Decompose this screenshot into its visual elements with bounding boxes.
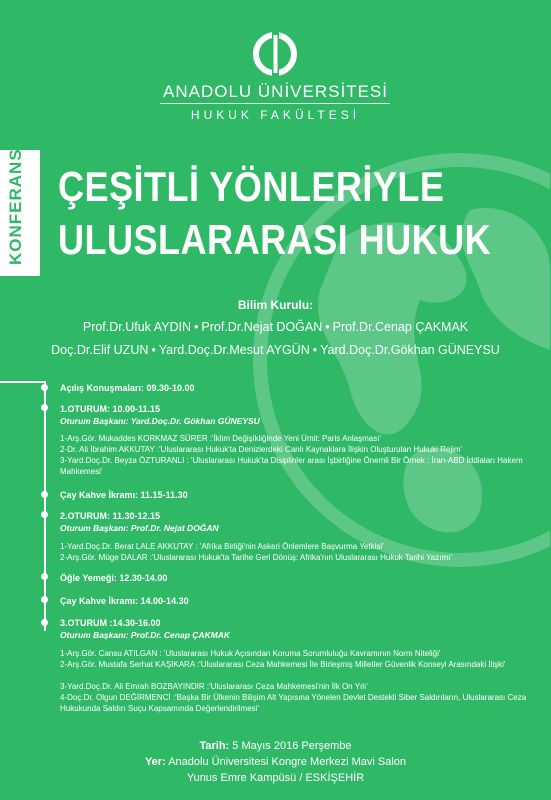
program-opening: Açılış Konuşmaları: 09.30-10.00: [60, 383, 195, 393]
date-label: Tarih:: [199, 740, 230, 752]
committee-member: Prof.Dr.Ufuk AYDIN: [82, 320, 191, 334]
venue-value: Anadolu Üniversitesi Kongre Merkezi Mavi Salon: [168, 756, 407, 768]
committee-member: Prof.Dr.Nejat DOĞAN: [201, 320, 323, 334]
committee-line-2: [0, 343, 551, 357]
date-value: 5 Mayıs 2016 Perşembe: [232, 740, 352, 752]
university-logo: [246, 30, 304, 78]
timeline-dot: [41, 511, 48, 518]
event-type-label: KONFERANS: [6, 148, 25, 265]
separator: •: [151, 343, 156, 357]
event-campus: Yunus Emre Kampüsü / ESKİŞEHİR: [186, 772, 365, 784]
session-3-title: 3.OTURUM :14.30-16.00: [60, 618, 161, 628]
committee-line-1: [0, 320, 551, 334]
faculty-name: HUKUK FAKÜLTESİ: [190, 108, 361, 122]
timeline: [44, 381, 46, 631]
event-date: [0, 740, 551, 752]
separator: •: [312, 343, 318, 357]
break-2: Çay Kahve İkramı: 14.00-14.30: [60, 596, 189, 606]
committee-member: Yard.Doç.Dr.Mesut AYGÜN: [158, 343, 310, 357]
committee-heading: Bilim Kurulu:: [237, 298, 314, 312]
event-title-line1: ÇEŞİTLİ YÖNLERİYLE: [58, 163, 445, 210]
session-3-chair: Oturum Başkanı: Prof.Dr. Cenap ÇAKMAK: [60, 630, 231, 640]
university-name: ANADOLU ÜNİVERSİTESİ: [163, 82, 388, 101]
timeline-dot: [41, 491, 48, 498]
talk-item: 2-Arş.Gör. Mustafa Serhat KAŞIKARA :'Uluslararası Ceza Mahkemesi İle Birleşmiş Milletler Güvenlik Konseyi Arasındaki İlişki': [60, 660, 506, 669]
timeline-dot: [41, 404, 48, 411]
globe-illustration: [250, 150, 550, 570]
separator: •: [194, 320, 199, 334]
break-1: Çay Kahve İkramı: 11.15-11.30: [60, 490, 188, 500]
talk-item: 3-Yard.Doç.Dr. Beyza ÖZTURANLI : 'Uluslararası Hukuk'ta Disiplinler arası İşbirliğine Önemli Bir Örnek : İran-ABD İddiaları Hakem Mahkemesi': [60, 456, 523, 476]
committee-member: Doç.Dr.Elif UZUN: [51, 343, 149, 357]
timeline-connector: [0, 381, 44, 383]
timeline-dot: [41, 573, 48, 580]
committee-member: Prof.Dr.Cenap ÇAKMAK: [332, 320, 469, 334]
talk-item: 2-Dr. Ali İbrahim AKKUTAY :'Uluslararası Hukuk'ta Denizlerdeki Canlı Kaynaklara İlişkin Oluşturulan Hukuki Rejim': [60, 445, 463, 454]
timeline-dot: [41, 619, 48, 626]
session-1-title: 1.OTURUM: 10.00-11.15: [60, 404, 161, 414]
talk-item: 3-Yard.Doç.Dr. Ali Emrah BOZBAYINDIR :'Uluslararası Ceza Mahkemesi'nin İlk On Yılı': [60, 682, 368, 691]
session-2-chair: Oturum Başkanı: Prof.Dr. Nejat DOĞAN: [60, 523, 219, 533]
session-1-chair: Oturum Başkanı: Yard.Doç.Dr. Gökhan GÜNEYSU: [60, 416, 260, 426]
committee-member: Yard.Doç.Dr.Gökhan GÜNEYSU: [320, 343, 500, 357]
talk-item: 1-Yard.Doç.Dr. Berat LALE AKKUTAY : 'Afrika Birliği'nin Askeri Önlemlere Başvurma Yetkisi': [60, 542, 384, 551]
talk-item: 1-Arş.Gör. Mukaddes KORKMAZ SÜRER :'İklim Değişikliğinde Yeni Ümit: Paris Anlaşması': [60, 434, 381, 443]
separator: •: [325, 320, 330, 334]
lunch: Öğle Yemeği: 12.30-14.00: [60, 573, 168, 583]
talk-item: 2-Arş.Gör. Müge DALAR :'Uluslararası Hukuk'ta Tarihe Geri Dönüş: Afrika'nın Uluslararası Hukuk Tarihi Yazımı': [60, 553, 452, 562]
venue-label: Yer:: [144, 756, 166, 768]
talk-item: 4-Doç.Dr. Olgun DEĞİRMENCİ :'Başka Bir Ülkenin Bilişim Alt Yapısına Yönelen Devlet Destekli Siber Saldırıların, Uluslararası Ceza Hukukunda Saldırı Suçu Kapsamında Değerlendirilmesi': [60, 693, 527, 713]
divider: [160, 103, 390, 104]
session-2-title: 2.OTURUM: 11.30-12.15: [60, 511, 161, 521]
timeline-dot: [41, 596, 48, 603]
timeline-dot: [41, 384, 48, 391]
event-title-line2: ULUSLARARASI HUKUK: [58, 216, 492, 263]
event-venue: [0, 756, 551, 768]
talk-item: 1-Arş.Gör. Cansu ATILGAN : 'Uluslararası Hukuk Açısından Koruma Sorumluluğu Kavramının Norm Niteliği': [60, 649, 441, 658]
